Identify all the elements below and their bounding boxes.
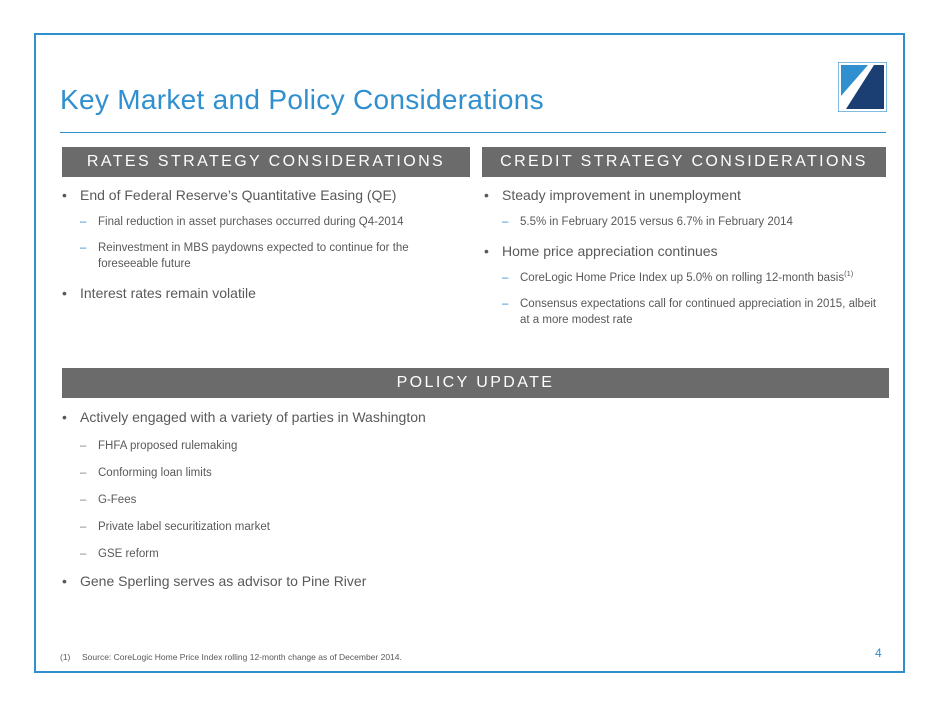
slide-title: Key Market and Policy Considerations (60, 84, 544, 115)
dash-marker: – (80, 548, 87, 560)
credit-sub-corelogic: – CoreLogic Home Price Index up 5.0% on rolling 12-month basis$^{(1)}$ (502, 269, 854, 284)
credit-bullet-unemployment: • Steady improvement in unemployment (484, 186, 886, 204)
dash-marker: – (502, 272, 509, 284)
credit-bullet-home-price: • Home price appreciation continues (484, 242, 886, 260)
dash-marker: – (502, 298, 509, 310)
dash-marker: – (80, 440, 87, 452)
footnote-number: (1) (60, 652, 71, 662)
rates-bullet-volatile: • Interest rates remain volatile (62, 284, 467, 302)
rates-strategy-header: RATES STRATEGY CONSIDERATIONS (62, 147, 470, 177)
company-logo-icon (838, 62, 887, 112)
credit-sub-unemployment-rate: – 5.5% in February 2015 versus 6.7% in February 2014 (502, 216, 793, 228)
footnote-marker: (1) (844, 269, 854, 279)
dash-marker: – (80, 216, 87, 228)
page-number: 4 (875, 646, 882, 660)
policy-update-header: POLICY UPDATE (62, 368, 889, 398)
rates-sub-final-reduction: – Final reduction in asset purchases occurred during Q4-2014 (80, 216, 404, 228)
rates-strategy-list (62, 186, 467, 302)
policy-sub-private-label: – Private label securitization market (80, 521, 270, 533)
dash-marker: – (80, 467, 87, 479)
policy-bullet-sperling: • Gene Sperling serves as advisor to Pine River (62, 572, 882, 590)
rates-bullet-qe: • End of Federal Reserve’s Quantitative Easing (QE) (62, 186, 467, 204)
credit-sub-consensus: – Consensus expectations call for continued appreciation in 2015, albeit at a more modest rate (502, 298, 877, 326)
policy-bullet-washington: • Actively engaged with a variety of parties in Washington (62, 408, 882, 426)
policy-update-list (62, 408, 882, 590)
title-divider (60, 132, 886, 133)
credit-strategy-list (484, 186, 886, 328)
policy-sub-fhfa: – FHFA proposed rulemaking (80, 440, 238, 452)
footnote (60, 652, 402, 662)
policy-sub-conforming: – Conforming loan limits (80, 467, 212, 479)
policy-sub-gfees: – G-Fees (80, 494, 137, 506)
dash-marker: – (80, 521, 87, 533)
dash-marker: – (502, 216, 509, 228)
dash-marker: – (80, 494, 87, 506)
dash-marker: – (80, 242, 87, 254)
credit-strategy-header: CREDIT STRATEGY CONSIDERATIONS (482, 147, 886, 177)
rates-sub-reinvestment: – Reinvestment in MBS paydowns expected to continue for the foreseeable future (80, 242, 409, 270)
policy-sub-gse: – GSE reform (80, 548, 159, 560)
footnote-text: Source: CoreLogic Home Price Index rolling 12-month change as of December 2014. (82, 652, 402, 662)
